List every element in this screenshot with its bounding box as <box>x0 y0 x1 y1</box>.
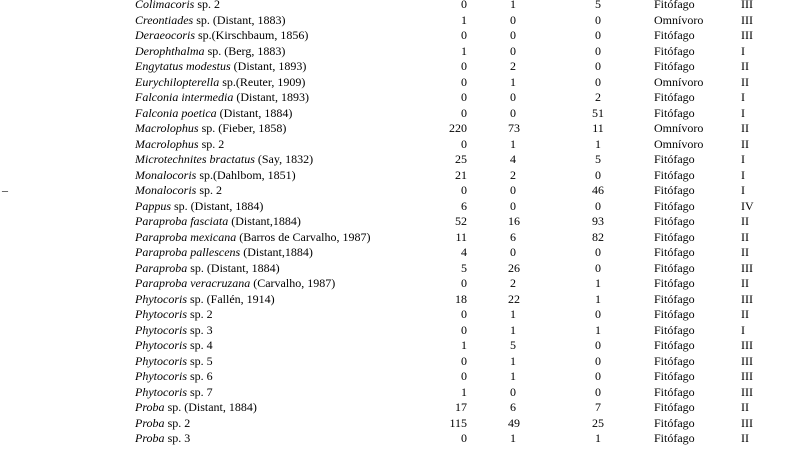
count-site-3: 1 <box>595 136 601 151</box>
category-class: III <box>741 28 753 42</box>
count-site-2: 2 <box>510 167 516 182</box>
species-author: sp. 2 <box>194 0 221 11</box>
feeding-guild: Fitófago <box>654 415 695 430</box>
table-row <box>0 0 800 13</box>
count-site-3: 0 <box>595 245 601 259</box>
feeding-guild: Fitófago <box>654 260 695 275</box>
species-name <box>135 13 286 29</box>
count-site-3: 5 <box>595 152 601 166</box>
table-row <box>0 121 800 137</box>
category-class: I <box>741 167 745 182</box>
species-name <box>135 245 313 261</box>
species-author: sp. 7 <box>187 384 213 399</box>
table-row <box>0 199 800 215</box>
species-author: sp. (Distant, 1884) <box>171 198 264 213</box>
feeding-guild: Fitófago <box>654 245 695 259</box>
species-genus: Derophthalma <box>135 43 205 58</box>
count-site-2: 1 <box>510 322 516 337</box>
category-class: II <box>741 400 749 414</box>
species-author: sp. 2 <box>198 136 225 151</box>
species-author: (Distant,1884) <box>228 214 301 228</box>
species-genus: Eurychilopterella <box>135 74 220 89</box>
count-site-2: 6 <box>510 400 516 414</box>
species-genus: Monalocoris <box>135 183 197 197</box>
species-genus: Proba <box>135 415 165 430</box>
table-row <box>0 44 800 60</box>
species-author: sp. 3 <box>164 431 191 445</box>
count-site-3: 0 <box>595 74 601 89</box>
species-author: sp. (Distant, 1883) <box>193 12 286 27</box>
count-site-2: 49 <box>508 415 520 430</box>
species-author: (Distant, 1893) <box>233 90 309 104</box>
species-genus: Proba <box>135 400 165 414</box>
count-site-2: 2 <box>510 276 516 290</box>
count-site-1: 0 <box>461 90 467 104</box>
table-row <box>0 400 800 416</box>
species-author: sp.(Dahlbom, 1851) <box>196 167 296 182</box>
species-name <box>135 323 213 339</box>
margin-dash: – <box>2 183 8 197</box>
feeding-guild: Fitófago <box>654 198 695 213</box>
species-name <box>135 338 213 354</box>
count-site-3: 0 <box>595 353 601 368</box>
category-class: I <box>741 90 745 104</box>
species-author: sp. (Fallén, 1914) <box>187 291 275 306</box>
count-site-1: 5 <box>461 260 467 275</box>
category-class: III <box>741 353 753 368</box>
count-site-3: 11 <box>592 121 604 135</box>
count-site-1: 0 <box>461 0 467 11</box>
table-row <box>0 307 800 323</box>
species-author: sp. 2 <box>196 183 223 197</box>
table-row <box>0 385 800 401</box>
count-site-3: 51 <box>592 105 604 120</box>
species-name <box>135 431 190 447</box>
count-site-2: 26 <box>508 260 520 275</box>
species-name <box>135 106 292 122</box>
feeding-guild: Fitófago <box>654 152 695 166</box>
count-site-3: 0 <box>595 260 601 275</box>
count-site-3: 0 <box>595 28 601 42</box>
species-author: sp.(Reuter, 1909) <box>219 74 306 89</box>
count-site-3: 0 <box>595 43 601 58</box>
species-genus: Phytocoris <box>135 322 187 337</box>
species-author: (Distant, 1884) <box>216 105 293 120</box>
feeding-guild: Fitófago <box>654 276 695 290</box>
species-author: sp. (Distant, 1884) <box>187 260 280 275</box>
count-site-1: 115 <box>449 415 467 430</box>
table-row <box>0 354 800 370</box>
count-site-2: 22 <box>508 291 520 306</box>
species-author: sp.(Kirschbaum, 1856) <box>195 28 309 42</box>
species-author: sp. 3 <box>187 322 213 337</box>
feeding-guild: Omnívoro <box>654 136 704 151</box>
table-row <box>0 369 800 385</box>
count-site-2: 73 <box>508 121 520 135</box>
species-name <box>135 199 263 215</box>
species-genus: Phytocoris <box>135 369 187 383</box>
category-class: II <box>741 59 749 73</box>
category-class: I <box>741 183 745 197</box>
feeding-guild: Fitófago <box>654 353 695 368</box>
species-genus: Macrolophus <box>135 136 199 151</box>
species-genus: Creontiades <box>135 12 194 27</box>
count-site-1: 0 <box>461 307 467 321</box>
category-class: II <box>741 214 749 228</box>
count-site-3: 1 <box>595 291 601 306</box>
species-name <box>135 416 190 432</box>
count-site-3: 25 <box>592 415 604 430</box>
table-row <box>0 292 800 308</box>
species-name <box>135 261 280 277</box>
species-genus: Deraeocoris <box>135 28 195 42</box>
species-name <box>135 168 296 184</box>
feeding-guild: Omnívoro <box>654 12 704 27</box>
count-site-1: 0 <box>461 431 467 445</box>
feeding-guild: Fitófago <box>654 307 695 321</box>
table-row <box>0 338 800 354</box>
table-row <box>0 261 800 277</box>
species-author: sp. (Distant, 1884) <box>164 400 257 414</box>
species-author: sp. (Fieber, 1858) <box>198 121 287 135</box>
category-class: II <box>741 307 749 321</box>
feeding-guild: Fitófago <box>654 214 695 228</box>
species-name <box>135 75 305 91</box>
species-name <box>135 59 306 75</box>
species-genus: Paraproba veracruzana <box>135 276 251 290</box>
feeding-guild: Omnívoro <box>654 74 704 89</box>
category-class: III <box>741 12 753 27</box>
species-genus: Phytocoris <box>135 384 187 399</box>
table-row <box>0 59 800 75</box>
category-class: III <box>741 0 753 11</box>
count-site-2: 0 <box>510 198 516 213</box>
feeding-guild: Fitófago <box>654 229 695 244</box>
count-site-3: 82 <box>592 229 604 244</box>
count-site-1: 0 <box>461 369 467 383</box>
category-class: I <box>741 43 745 58</box>
species-author: sp. (Berg, 1883) <box>204 43 286 58</box>
category-class: III <box>741 369 753 383</box>
count-site-1: 0 <box>461 28 467 42</box>
species-name <box>135 354 213 370</box>
species-name <box>135 90 309 106</box>
count-site-3: 0 <box>595 12 601 27</box>
count-site-2: 1 <box>510 0 516 11</box>
table-row <box>0 28 800 44</box>
count-site-2: 1 <box>510 307 516 321</box>
count-site-2: 5 <box>510 338 516 352</box>
species-genus: Falconia poetica <box>135 105 217 120</box>
species-author: sp. 6 <box>187 369 213 383</box>
feeding-guild: Fitófago <box>654 28 695 42</box>
count-site-2: 16 <box>508 214 520 228</box>
feeding-guild: Fitófago <box>654 105 695 120</box>
count-site-1: 1 <box>461 384 467 399</box>
count-site-2: 0 <box>510 384 516 399</box>
species-name <box>135 307 213 323</box>
category-class: III <box>741 384 753 399</box>
feeding-guild: Fitófago <box>654 183 695 197</box>
count-site-1: 0 <box>461 59 467 73</box>
feeding-guild: Fitófago <box>654 90 695 104</box>
feeding-guild: Fitófago <box>654 400 695 414</box>
count-site-2: 1 <box>510 136 516 151</box>
feeding-guild: Omnívoro <box>654 121 704 135</box>
count-site-3: 0 <box>595 59 601 73</box>
feeding-guild: Fitófago <box>654 0 695 11</box>
feeding-guild: Fitófago <box>654 322 695 337</box>
count-site-1: 11 <box>455 229 467 244</box>
count-site-3: 7 <box>595 400 601 414</box>
species-name <box>135 400 257 416</box>
count-site-3: 0 <box>595 198 601 213</box>
count-site-1: 6 <box>461 198 467 213</box>
count-site-2: 1 <box>510 369 516 383</box>
feeding-guild: Fitófago <box>654 167 695 182</box>
species-name <box>135 152 313 168</box>
species-genus: Proba <box>135 431 165 445</box>
species-author: sp. 2 <box>164 415 191 430</box>
species-genus: Colimacoris <box>135 0 195 11</box>
count-site-2: 4 <box>510 152 516 166</box>
feeding-guild: Fitófago <box>654 291 695 306</box>
species-author: (Distant,1884) <box>240 245 313 259</box>
count-site-2: 1 <box>510 74 516 89</box>
count-site-1: 0 <box>461 183 467 197</box>
species-genus: Pappus <box>135 198 171 213</box>
feeding-guild: Fitófago <box>654 369 695 383</box>
species-name <box>135 214 301 230</box>
count-site-2: 0 <box>510 12 516 27</box>
category-class: I <box>741 152 745 166</box>
category-class: III <box>741 291 753 306</box>
species-genus: Phytocoris <box>135 338 187 352</box>
species-name <box>135 0 220 13</box>
count-site-1: 1 <box>461 12 467 27</box>
table-row <box>0 214 800 230</box>
table-row <box>0 137 800 153</box>
species-author: (Carvalho, 1987) <box>250 276 336 290</box>
feeding-guild: Fitófago <box>654 431 695 445</box>
category-class: I <box>741 105 745 120</box>
category-class: II <box>741 431 749 445</box>
count-site-1: 0 <box>461 74 467 89</box>
species-genus: Paraproba <box>135 260 188 275</box>
table-row <box>0 276 800 292</box>
count-site-3: 0 <box>595 338 601 352</box>
count-site-1: 1 <box>461 338 467 352</box>
count-site-1: 0 <box>461 136 467 151</box>
category-class: II <box>741 245 749 259</box>
count-site-1: 52 <box>455 214 467 228</box>
category-class: II <box>741 276 749 290</box>
count-site-2: 6 <box>510 229 516 244</box>
species-name <box>135 385 213 401</box>
count-site-3: 46 <box>592 183 604 197</box>
count-site-1: 0 <box>461 276 467 290</box>
species-name <box>135 183 222 199</box>
count-site-3: 0 <box>595 307 601 321</box>
count-site-2: 0 <box>510 105 516 120</box>
species-name <box>135 44 285 60</box>
table-row <box>0 13 800 29</box>
count-site-2: 1 <box>510 431 516 445</box>
count-site-2: 0 <box>510 183 516 197</box>
species-name <box>135 137 224 153</box>
count-site-3: 0 <box>595 384 601 399</box>
count-site-2: 1 <box>510 353 516 368</box>
count-site-3: 2 <box>595 90 601 104</box>
count-site-1: 18 <box>455 291 467 306</box>
species-genus: Engytatus modestus <box>135 59 231 73</box>
table-row <box>0 183 800 199</box>
species-name <box>135 28 308 44</box>
count-site-1: 0 <box>461 105 467 120</box>
count-site-3: 5 <box>595 0 601 11</box>
count-site-3: 0 <box>595 167 601 182</box>
species-author: sp. 5 <box>187 353 213 368</box>
species-genus: Microtechnites bractatus <box>135 152 255 166</box>
species-genus: Phytocoris <box>135 353 187 368</box>
count-site-3: 93 <box>592 214 604 228</box>
category-class: III <box>741 415 753 430</box>
species-genus: Phytocoris <box>135 291 187 306</box>
count-site-3: 0 <box>595 369 601 383</box>
count-site-1: 25 <box>455 152 467 166</box>
table-row <box>0 245 800 261</box>
category-class: II <box>741 74 749 89</box>
species-author: sp. 2 <box>187 307 213 321</box>
table-row <box>0 106 800 122</box>
table-row <box>0 75 800 91</box>
category-class: III <box>741 260 753 275</box>
count-site-1: 21 <box>455 167 467 182</box>
count-site-1: 220 <box>449 121 467 135</box>
count-site-1: 1 <box>461 43 467 58</box>
species-author: (Distant, 1893) <box>230 59 307 73</box>
count-site-2: 0 <box>510 245 516 259</box>
table-row <box>0 230 800 246</box>
table-row <box>0 152 800 168</box>
feeding-guild: Fitófago <box>654 59 695 73</box>
feeding-guild: Fitófago <box>654 384 695 399</box>
species-name <box>135 369 213 385</box>
count-site-1: 0 <box>461 322 467 337</box>
table-row <box>0 323 800 339</box>
table-row <box>0 90 800 106</box>
count-site-1: 17 <box>455 400 467 414</box>
feeding-guild: Fitófago <box>654 338 695 352</box>
count-site-3: 1 <box>595 276 601 290</box>
count-site-2: 0 <box>510 28 516 42</box>
species-genus: Phytocoris <box>135 307 187 321</box>
count-site-1: 0 <box>461 353 467 368</box>
species-genus: Paraproba mexicana <box>135 229 237 244</box>
count-site-2: 0 <box>510 90 516 104</box>
count-site-2: 0 <box>510 43 516 58</box>
species-name <box>135 121 286 137</box>
count-site-2: 2 <box>510 59 516 73</box>
category-class: IV <box>741 198 754 213</box>
category-class: I <box>741 322 745 337</box>
category-class: II <box>741 136 749 151</box>
species-genus: Falconia intermedia <box>135 90 234 104</box>
species-genus: Paraproba fasciata <box>135 214 229 228</box>
species-genus: Macrolophus <box>135 121 199 135</box>
table-row <box>0 431 800 447</box>
species-name <box>135 276 335 292</box>
species-genus: Monalocoris <box>135 167 197 182</box>
table-row <box>0 416 800 432</box>
category-class: III <box>741 338 753 352</box>
species-genus: Paraproba pallescens <box>135 245 241 259</box>
feeding-guild: Fitófago <box>654 43 695 58</box>
species-author: (Say, 1832) <box>254 152 314 166</box>
species-author: (Barros de Carvalho, 1987) <box>236 229 371 244</box>
count-site-3: 1 <box>595 431 601 445</box>
category-class: II <box>741 121 749 135</box>
species-name <box>135 292 275 308</box>
species-name <box>135 230 371 246</box>
category-class: II <box>741 229 749 244</box>
species-author: sp. 4 <box>187 338 213 352</box>
table-row <box>0 168 800 184</box>
count-site-1: 4 <box>461 245 467 259</box>
count-site-3: 1 <box>595 322 601 337</box>
